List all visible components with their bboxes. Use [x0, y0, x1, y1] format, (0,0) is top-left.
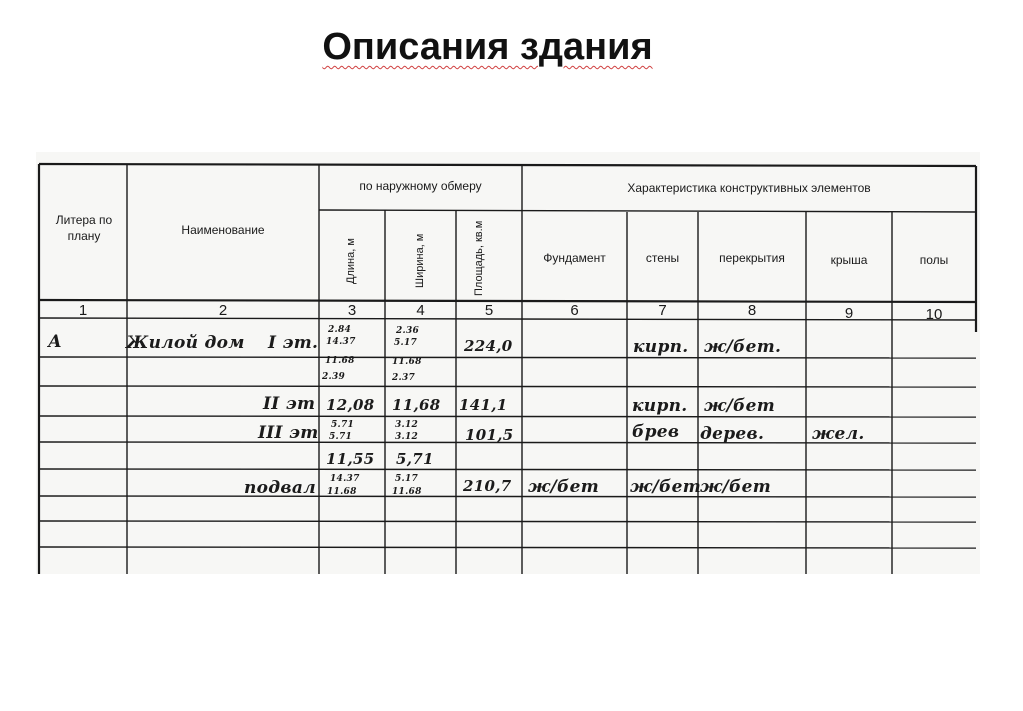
cell-f1-length-3: 11.68 [325, 356, 355, 366]
cell-litera: А [48, 332, 63, 352]
header-foundation: Фундамент [543, 251, 606, 265]
cell-f2-length: 12,08 [326, 396, 375, 414]
cell-f1-length-4: 2.39 [322, 372, 346, 382]
header-characteristics: Характеристика конструктивных элементов [627, 181, 871, 195]
cell-f2-width: 11,68 [392, 396, 441, 414]
header-outer-measurement: по наружному обмеру [359, 179, 482, 193]
page-title: Описания здания [322, 26, 653, 68]
col-number-2: 2 [218, 302, 228, 319]
cell-f3-width-1: 3.12 [395, 420, 419, 430]
cell-f1-width-2: 5.17 [394, 338, 418, 348]
cell-extra-width: 5,71 [396, 450, 434, 468]
col-number-8: 8 [747, 302, 757, 319]
cell-f1-length-1: 2.84 [328, 325, 352, 335]
cell-f3-width-2: 3.12 [395, 432, 419, 442]
header-area: Площадь, кв.м [473, 220, 485, 296]
cell-b-length-1: 14.37 [330, 474, 360, 484]
cell-f1-width-4: 2.37 [392, 373, 416, 383]
cell-f3-length-2: 5.71 [329, 432, 353, 442]
cell-f3-roof: жел. [812, 424, 865, 444]
header-litera: Литера по плану [55, 213, 113, 243]
cell-floor-3: III эт [258, 423, 319, 443]
cell-f3-area: 101,5 [465, 426, 514, 444]
building-description-table [36, 152, 980, 574]
cell-f1-ceilings: ж/бет. [704, 337, 782, 357]
cell-extra-length: 11,55 [326, 450, 375, 468]
header-walls: стены [645, 251, 680, 265]
col-number-5: 5 [484, 302, 494, 319]
cell-b-length-2: 11.68 [327, 487, 357, 497]
header-ceilings: перекрытия [719, 251, 785, 265]
col-number-6: 6 [570, 302, 579, 319]
col-number-7: 7 [658, 302, 667, 319]
cell-b-foundation: ж/бет [528, 477, 599, 497]
header-roof: крыша [830, 253, 868, 267]
col-number-1: 1 [78, 302, 88, 319]
cell-f1-walls: кирп. [633, 337, 689, 357]
cell-b-area: 210,7 [463, 477, 512, 495]
cell-f1-width-1: 2.36 [396, 326, 420, 336]
col-number-4: 4 [416, 302, 425, 319]
header-length: Длина, м [345, 238, 357, 284]
col-number-3: 3 [347, 302, 357, 319]
header-floors: полы [919, 253, 949, 267]
cell-floor-1: I эт. [268, 333, 319, 353]
cell-f1-width-3: 11.68 [392, 357, 422, 367]
cell-f3-walls: брев [632, 422, 680, 442]
cell-basement: подвал [244, 478, 316, 498]
header-name: Наименование [181, 223, 265, 237]
cell-f3-ceilings: дерев. [700, 424, 765, 444]
cell-f1-area: 224,0 [464, 337, 513, 355]
header-width: Ширина, м [414, 233, 426, 288]
cell-f2-ceilings: ж/бет [704, 396, 775, 416]
cell-floor-2: II эт [263, 394, 316, 414]
cell-f1-length-2: 14.37 [326, 337, 356, 347]
cell-b-width-1: 5.17 [395, 474, 419, 484]
cell-b-walls: ж/бет [630, 477, 701, 497]
cell-name-house: Жилой дом [126, 333, 245, 353]
cell-f2-area: 141,1 [459, 396, 508, 414]
col-number-9: 9 [844, 305, 854, 322]
cell-f2-walls: кирп. [632, 396, 688, 416]
table-grid [36, 152, 980, 574]
col-number-10: 10 [925, 306, 943, 323]
cell-b-ceilings: ж/бет [700, 477, 771, 497]
cell-b-width-2: 11.68 [392, 487, 422, 497]
cell-f3-length-1: 5.71 [331, 420, 355, 430]
